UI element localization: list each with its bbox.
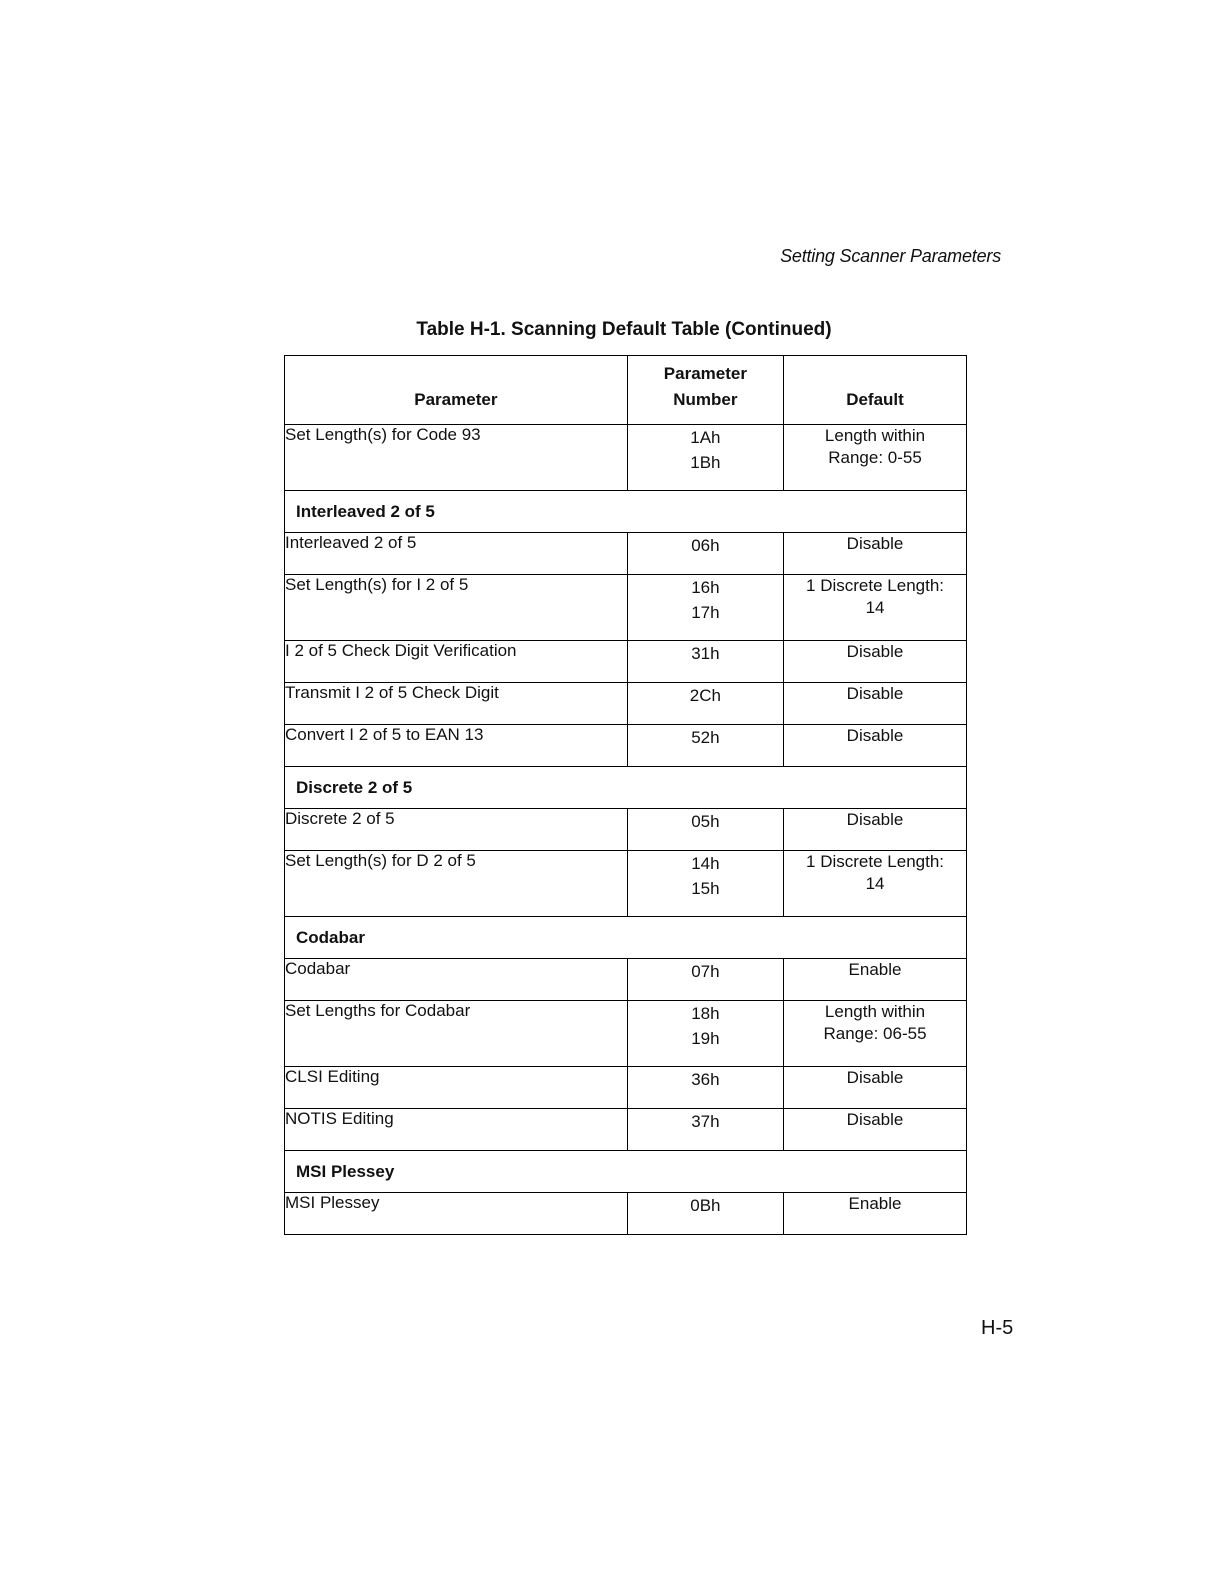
table-row [285, 1001, 967, 1067]
default-cell [784, 533, 967, 575]
default-value: 1 Discrete Length: [806, 576, 944, 595]
parameter-cell: Discrete 2 of 5 [285, 809, 628, 851]
default-value: Disable [846, 726, 904, 745]
parameter-number-header-line2: Number [673, 390, 738, 409]
parameter-number-cell [627, 959, 783, 1001]
parameter-column-header: Parameter [285, 356, 628, 425]
parameter-number-cell [627, 851, 783, 917]
parameter-number-value: 31h [691, 644, 720, 663]
table-row [285, 575, 967, 641]
parameter-number-cell [627, 641, 783, 683]
parameter-number-cell [627, 575, 783, 641]
parameter-cell: CLSI Editing [285, 1067, 628, 1109]
section-label: Discrete 2 of 5 [285, 767, 967, 809]
default-value: Disable [846, 810, 904, 829]
table-body [285, 425, 967, 1235]
default-value: Range: 06-55 [823, 1024, 927, 1043]
default-value: Disable [846, 642, 904, 661]
default-value: 14 [865, 874, 885, 893]
default-cell [784, 725, 967, 767]
parameter-cell: NOTIS Editing [285, 1109, 628, 1151]
table-row [285, 725, 967, 767]
page-number: H-5 [981, 1317, 1014, 1339]
section-label: Codabar [285, 917, 967, 959]
section-header-row [285, 491, 967, 533]
parameter-number-cell [627, 683, 783, 725]
table-row [285, 1067, 967, 1109]
default-cell [784, 1067, 967, 1109]
default-value: Length within [824, 426, 926, 445]
table-row [285, 1193, 967, 1235]
parameter-cell: Set Length(s) for Code 93 [285, 425, 628, 491]
section-header-row [285, 767, 967, 809]
parameter-number-value: 15h [691, 879, 720, 898]
default-cell [784, 1001, 967, 1067]
section-label: Interleaved 2 of 5 [285, 491, 967, 533]
default-value: Enable [848, 960, 902, 979]
default-cell [784, 959, 967, 1001]
parameter-number-value: 05h [691, 812, 720, 831]
parameter-number-cell [627, 725, 783, 767]
default-value: Disable [846, 1110, 904, 1129]
scanning-default-table [284, 355, 967, 1235]
default-value: 14 [865, 598, 885, 617]
parameter-cell: MSI Plessey [285, 1193, 628, 1235]
table-title: Table H-1. Scanning Default Table (Continued) [416, 319, 832, 340]
default-value: Range: 0-55 [828, 448, 922, 467]
table-row [285, 1109, 967, 1151]
table-row [285, 851, 967, 917]
default-cell [784, 575, 967, 641]
parameter-number-cell [627, 1193, 783, 1235]
parameter-cell: Set Length(s) for I 2 of 5 [285, 575, 628, 641]
parameter-number-value: 2Ch [689, 686, 721, 705]
parameter-cell: Set Lengths for Codabar [285, 1001, 628, 1067]
parameter-cell: Transmit I 2 of 5 Check Digit [285, 683, 628, 725]
default-value: 1 Discrete Length: [806, 852, 944, 871]
default-value: Enable [848, 1194, 902, 1213]
table-row [285, 533, 967, 575]
parameter-cell: Set Length(s) for D 2 of 5 [285, 851, 628, 917]
parameter-number-value: 14h [691, 854, 720, 873]
table-row [285, 641, 967, 683]
parameter-number-value: 36h [691, 1070, 720, 1089]
parameter-cell: Codabar [285, 959, 628, 1001]
default-value: Length within [824, 1002, 926, 1021]
default-cell [784, 425, 967, 491]
parameter-number-value: 16h [691, 578, 720, 597]
default-column-header: Default [784, 356, 967, 425]
parameter-number-value: 19h [691, 1029, 720, 1048]
default-value: Disable [846, 1068, 904, 1087]
table-header [285, 356, 967, 425]
table-row [285, 425, 967, 491]
parameter-number-cell [627, 1109, 783, 1151]
section-header-row [285, 1151, 967, 1193]
default-cell [784, 851, 967, 917]
default-cell [784, 683, 967, 725]
parameter-number-value: 52h [691, 728, 720, 747]
parameter-number-cell [627, 533, 783, 575]
table-row [285, 959, 967, 1001]
default-cell [784, 1193, 967, 1235]
parameter-number-value: 1Ah [690, 428, 721, 447]
parameter-cell: Interleaved 2 of 5 [285, 533, 628, 575]
default-cell [784, 1109, 967, 1151]
parameter-number-value: 17h [691, 603, 720, 622]
parameter-number-value: 18h [691, 1004, 720, 1023]
parameter-number-header-line1: Parameter [663, 364, 747, 383]
section-header-row [285, 917, 967, 959]
default-cell [784, 641, 967, 683]
header-row [285, 356, 967, 425]
parameter-cell: Convert I 2 of 5 to EAN 13 [285, 725, 628, 767]
table-row [285, 809, 967, 851]
parameter-number-value: 06h [691, 536, 720, 555]
parameter-number-cell [627, 1067, 783, 1109]
table-row [285, 683, 967, 725]
parameter-number-cell [627, 425, 783, 491]
default-cell [784, 809, 967, 851]
default-value: Disable [846, 684, 904, 703]
parameter-number-value: 0Bh [690, 1196, 721, 1215]
parameter-number-value: 07h [691, 962, 720, 981]
default-value: Disable [846, 534, 904, 553]
running-head: Setting Scanner Parameters [780, 246, 1001, 266]
section-label: MSI Plessey [285, 1151, 967, 1193]
parameter-number-column-header [627, 356, 783, 425]
parameter-cell: I 2 of 5 Check Digit Verification [285, 641, 628, 683]
parameter-number-value: 37h [691, 1112, 720, 1131]
parameter-number-value: 1Bh [690, 453, 721, 472]
parameter-number-cell [627, 809, 783, 851]
parameter-number-cell [627, 1001, 783, 1067]
